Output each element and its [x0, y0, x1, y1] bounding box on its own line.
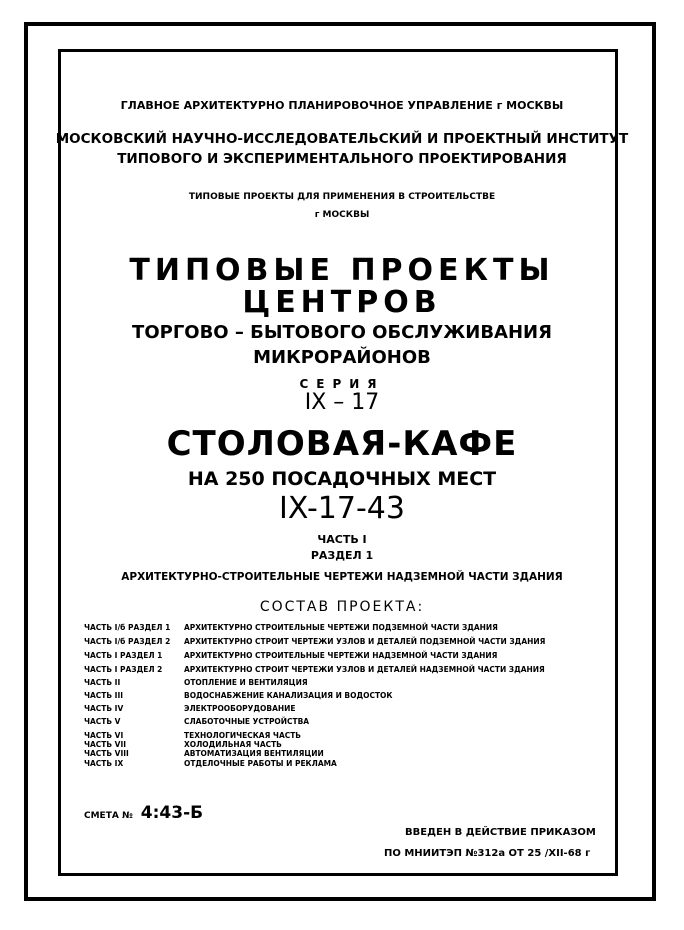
- institute-line-1: МОСКОВСКИЙ НАУЧНО-ИССЛЕДОВАТЕЛЬСКИЙ И ПРОЕКТНЫЙ ИНСТИТУТ: [55, 131, 629, 147]
- composition-heading: СОСТАВ ПРОЕКТА:: [259, 599, 425, 615]
- composition-desc: АВТОМАТИЗАЦИЯ ВЕНТИЛЯЦИИ: [184, 748, 324, 758]
- series-label: СЕРИЯ: [299, 377, 385, 391]
- composition-part: ЧАСТЬ VIII: [84, 748, 129, 758]
- project-code: IX-17-43: [279, 491, 405, 526]
- composition-part: ЧАСТЬ I/б РАЗДЕЛ 1: [84, 622, 171, 632]
- composition-desc: СЛАБОТОЧНЫЕ УСТРОЙСТВА: [184, 716, 310, 726]
- composition-desc: АРХИТЕКТУРНО СТРОИТ ЧЕРТЕЖИ УЗЛОВ И ДЕТАЛЕЙ ПОДЗЕМНОЙ ЧАСТИ ЗДАНИЯ: [184, 636, 546, 646]
- composition-part: ЧАСТЬ IV: [84, 703, 124, 713]
- composition-part: ЧАСТЬ II: [84, 677, 121, 687]
- composition-item: [84, 650, 497, 660]
- composition-desc: АРХИТЕКТУРНО СТРОИТЕЛЬНЫЕ ЧЕРТЕЖИ НАДЗЕМНОЙ ЧАСТИ ЗДАНИЯ: [184, 650, 498, 660]
- series-number: IX – 17: [304, 390, 380, 415]
- composition-part: ЧАСТЬ I/б РАЗДЕЛ 2: [84, 636, 171, 646]
- section-title: АРХИТЕКТУРНО-СТРОИТЕЛЬНЫЕ ЧЕРТЕЖИ НАДЗЕМНОЙ ЧАСТИ ЗДАНИЯ: [121, 571, 563, 583]
- composition-desc: ОТДЕЛОЧНЫЕ РАБОТЫ И РЕКЛАМА: [184, 758, 337, 768]
- composition-item: [84, 677, 308, 687]
- composition-part: ЧАСТЬ III: [84, 690, 123, 700]
- composition-item: [84, 636, 545, 646]
- composition-item: [84, 664, 545, 674]
- composition-part: ЧАСТЬ I РАЗДЕЛ 1: [84, 650, 163, 660]
- composition-part: ЧАСТЬ VII: [84, 739, 126, 749]
- estimate-line: [84, 803, 203, 823]
- building-title: СТОЛОВАЯ-КАФЕ: [166, 424, 518, 464]
- composition-desc: АРХИТЕКТУРНО СТРОИТ ЧЕРТЕЖИ УЗЛОВ И ДЕТАЛЕЙ НАДЗЕМНОЙ ЧАСТИ ЗДАНИЯ: [184, 664, 545, 674]
- title-line-3: ТОРГОВО – БЫТОВОГО ОБСЛУЖИВАНИЯ: [132, 322, 552, 343]
- composition-desc: ОТОПЛЕНИЕ И ВЕНТИЛЯЦИЯ: [184, 677, 308, 687]
- composition-part: ЧАСТЬ VI: [84, 730, 124, 740]
- section-label: РАЗДЕЛ 1: [310, 549, 374, 562]
- composition-desc: АРХИТЕКТУРНО СТРОИТЕЛЬНЫЕ ЧЕРТЕЖИ ПОДЗЕМНОЙ ЧАСТИ ЗДАНИЯ: [184, 622, 498, 632]
- composition-item: [84, 703, 295, 713]
- part-label: ЧАСТЬ I: [317, 533, 367, 546]
- introduced-line: ВВЕДЕН В ДЕЙСТВИЕ ПРИКАЗОМ: [405, 827, 596, 838]
- title-line-2: ЦЕНТРОВ: [242, 285, 442, 320]
- composition-desc: ЭЛЕКТРООБОРУДОВАНИЕ: [184, 703, 296, 713]
- composition-item: [84, 748, 324, 758]
- composition-part: ЧАСТЬ V: [84, 716, 121, 726]
- title-line-1: ТИПОВЫЕ ПРОЕКТЫ: [129, 253, 555, 288]
- composition-part: ЧАСТЬ I РАЗДЕЛ 2: [84, 664, 163, 674]
- composition-desc: ВОДОСНАБЖЕНИЕ КАНАЛИЗАЦИЯ И ВОДОСТОК: [184, 690, 393, 700]
- estimate-label: СМЕТА №: [84, 811, 133, 821]
- composition-desc: ТЕХНОЛОГИЧЕСКАЯ ЧАСТЬ: [184, 730, 301, 740]
- composition-part: ЧАСТЬ IX: [84, 758, 124, 768]
- composition-desc: ХОЛОДИЛЬНАЯ ЧАСТЬ: [184, 739, 282, 749]
- institute-line-2: ТИПОВОГО И ЭКСПЕРИМЕНТАЛЬНОГО ПРОЕКТИРОВАНИЯ: [117, 151, 567, 167]
- composition-item: [84, 690, 392, 700]
- composition-item: [84, 716, 309, 726]
- agency-line: ГЛАВНОЕ АРХИТЕКТУРНО ПЛАНИРОВОЧНОЕ УПРАВЛЕНИЕ г МОСКВЫ: [120, 99, 564, 112]
- capacity-line: НА 250 ПОСАДОЧНЫХ МЕСТ: [187, 468, 497, 490]
- title-line-4: МИКРОРАЙОНОВ: [253, 347, 431, 368]
- estimate-number: 4:43-Б: [140, 803, 204, 823]
- composition-item: [84, 758, 337, 768]
- purpose-line-2: г МОСКВЫ: [314, 210, 370, 220]
- purpose-line-1: ТИПОВЫЕ ПРОЕКТЫ ДЛЯ ПРИМЕНЕНИЯ В СТРОИТЕЛЬСТВЕ: [188, 192, 496, 202]
- composition-item: [84, 622, 498, 632]
- order-line: ПО МНИИТЭП №312а ОТ 25 /XII-68 г: [384, 848, 591, 859]
